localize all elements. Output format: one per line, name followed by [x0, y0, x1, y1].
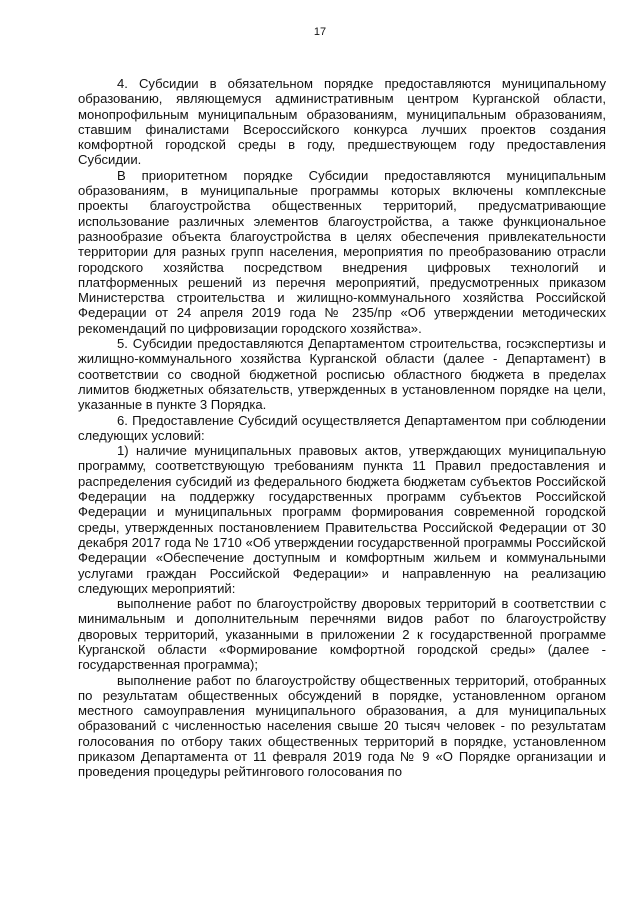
paragraph-public-works: выполнение работ по благоустройству общественных территорий, отобранных по результатам общественных обсуждений в порядке, установленном органом местного самоуправления муниципального образования, а для муниципальных образований с численностью населения свыше 20 тысяч человек - по результатам голосования по отбору таких общественных территорий в порядке, установленном приказом Департамента от 11 февраля 2019 года № 9 «О Порядке организации и проведения процедуры рейтингового голосования по [78, 672, 606, 780]
paragraph-6-conditions: 6. Предоставление Субсидий осуществляется Департаментом при соблюдении следующих условий: [78, 412, 606, 443]
document-body [78, 76, 606, 780]
paragraph-yard-works: выполнение работ по благоустройству дворовых территорий в соответствии с минимальным и дополнительным перечнями видов работ по благоустройству дворовых территорий, указанными в приложении 2 к государственной программе Курганской области «Формирование комфортной городской среды» (далее - государственная программа); [78, 596, 606, 673]
paragraph-4-subsidies-mandatory: 4. Субсидии в обязательном порядке предоставляются муниципальному образованию, являющемуся административным центром Курганской области, монопрофильным муниципальным образованиям, муниципальным образованиям, ставшим финалистами Всероссийского конкурса лучших проектов создания комфортной городской среды в году, предшествующем году предоставления Субсидии. [78, 76, 606, 168]
page-number: 17 [313, 26, 327, 38]
paragraph-priority-order: В приоритетном порядке Субсидии предоставляются муниципальным образованиям, в муниципальные программы которых включены комплексные проекты благоустройства общественных территорий, предусматривающие использование различных элементов благоустройства, а также функциональное разнообразие объекта благоустройства в целях обеспечения привлекательности территории для разных групп населения, мероприятия по преобразованию отрасли городского хозяйства посредством внедрения цифровых технологий и платформенных решений из перечня мероприятий, предусмотренных приказом Министерства строительства и жилищно-коммунального хозяйства Российской Федерации от 24 апреля 2019 года № 235/пр «Об утверждении методических рекомендаций по цифровизации городского хозяйства». [78, 167, 606, 336]
paragraph-5-subsidies-provider: 5. Субсидии предоставляются Департаментом строительства, госэкспертизы и жилищно-коммунального хозяйства Курганской области (далее - Департамент) в соответствии со сводной бюджетной росписью областного бюджета в пределах лимитов бюджетных обязательств, утвержденных в установленном порядке на цели, указанные в пункте 3 Порядка. [78, 336, 606, 413]
paragraph-condition-1: 1) наличие муниципальных правовых актов, утверждающих муниципальную программу, соответствующую требованиям пункта 11 Правил предоставления и распределения субсидий из федерального бюджета бюджетам субъектов Российской Федерации на поддержку государственных программ субъектов Российской Федерации и муниципальных программ формирования современной городской среды, утвержденных постановлением Правительства Российской Федерации от 30 декабря 2017 года № 1710 «Об утверждении государственной программы Российской Федерации «Обеспечение доступным и комфортным жильем и коммунальными услугами граждан Российской Федерации» и направленную на реализацию следующих мероприятий: [78, 443, 606, 596]
